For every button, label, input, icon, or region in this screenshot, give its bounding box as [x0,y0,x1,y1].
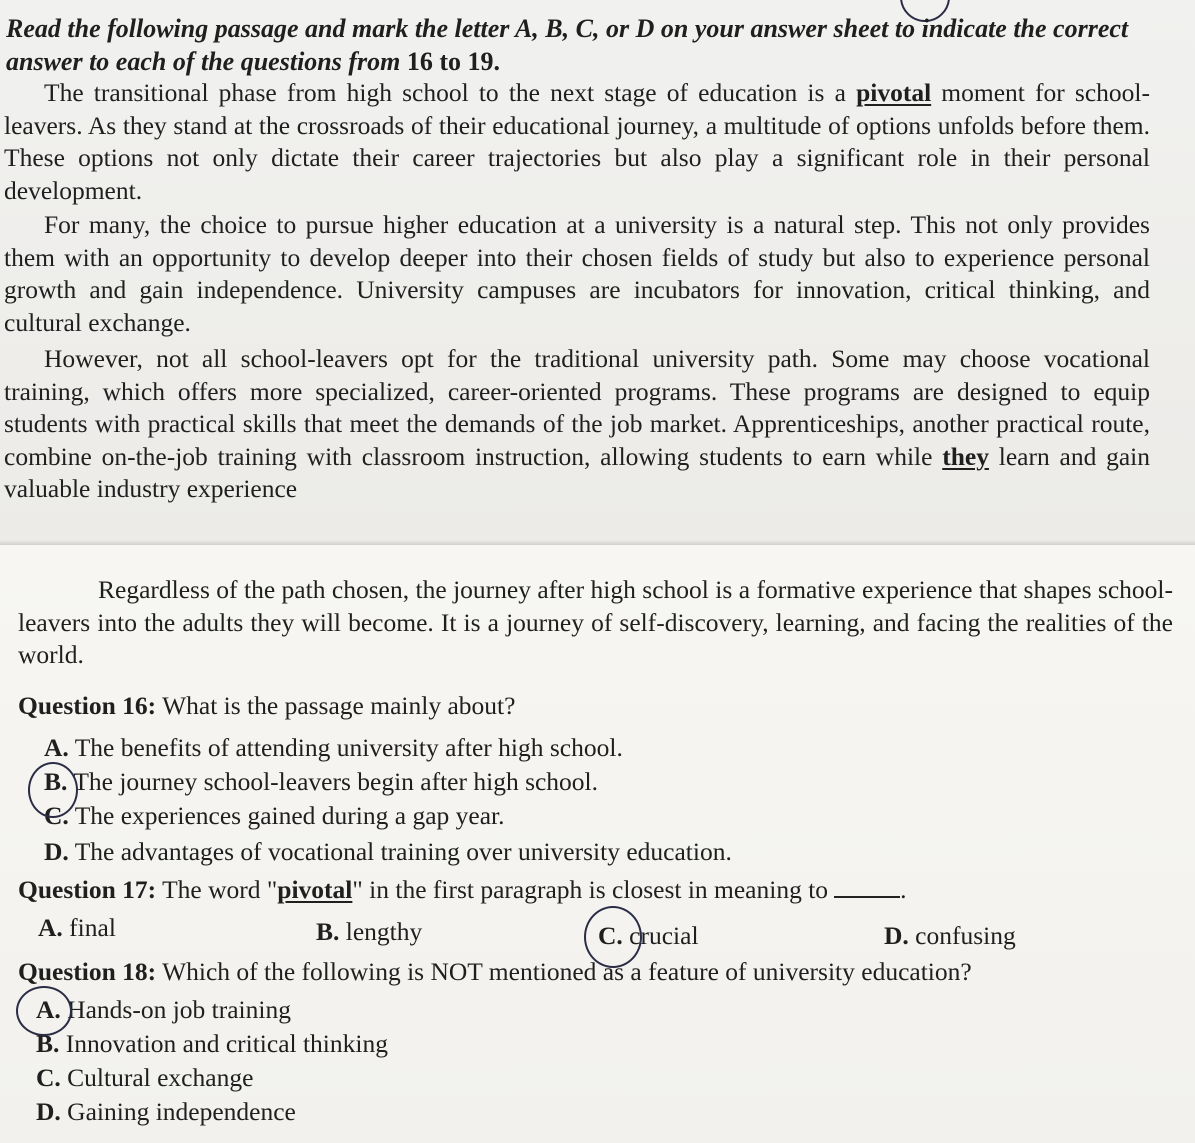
instructions [6,12,1166,78]
paragraph-3-end: learn and gain valuable industry experience [4,441,1150,503]
question-17-label: Question 17: [18,875,157,904]
paragraph-1-start: The transitional phase from high school to the next stage of education is a [44,78,857,107]
option-letter: B. [316,917,340,946]
option-letter: C. [44,801,69,830]
keyword-they: they [942,441,989,471]
question-16 [18,690,515,722]
paragraph-1-end: moment for school-leavers. As they stand at the crossroads of their educational journey, a multitude of options unfolds before them. These options not only dictate their career trajectories but also play a significant role in their personal development. [4,78,1150,205]
q17-option-d[interactable] [884,920,1016,952]
option-letter: D. [36,1097,61,1126]
paragraph-2 [4,209,1150,339]
q16-option-d[interactable] [44,836,732,868]
paragraph-3-start: However, not all school-leavers opt for the traditional university path. Some may choose vocational training, which offers more specialized, career-oriented programs. These programs are designed to equip students with practical skills that meet the demands of the job market. Apprenticeships, another practical route, combine on-the-job training with classroom instruction, allowing students to earn while [4,344,1150,471]
q18-option-b[interactable] [36,1028,388,1060]
option-text: The experiences gained during a gap year. [74,801,505,830]
question-17-keyword: pivotal [277,875,353,904]
question-18-label: Question 18: [18,957,157,986]
option-text: Gaining independence [67,1097,296,1126]
question-18-text: Which of the following is NOT mentioned as a feature of university education? [162,957,972,986]
question-16-label: Question 16: [18,691,157,720]
paragraph-3 [4,343,1150,506]
question-17-text-start: The word " [162,875,278,904]
option-text: Cultural exchange [67,1063,254,1092]
option-text: Innovation and critical thinking [65,1029,388,1058]
instruction-text: Read the following passage and mark the letter A, B, C, or D on your answer sheet to indicate the correct answer to each of the questions from [6,14,1129,76]
question-17: Question 17: The word "pivotal" in the first paragraph is closest in meaning to . [18,875,907,904]
option-letter: A. [38,913,63,942]
option-letter: B. [44,767,68,796]
question-16-text: What is the passage mainly about? [162,691,516,720]
q16-option-c[interactable] [44,800,504,832]
upper-page-section [0,0,1195,545]
option-text: lengthy [345,917,423,946]
question-18 [18,956,972,988]
option-text: The journey school-leavers begin after high school. [73,767,599,796]
option-letter: A. [36,995,61,1024]
option-letter: B. [36,1029,60,1058]
option-text: crucial [629,921,699,950]
option-letter: C. [36,1063,61,1092]
option-text: The advantages of vocational training over university education. [74,837,732,866]
question-17-text-end: " in the first paragraph is closest in meaning to [352,875,829,904]
q16-option-a[interactable] [44,732,623,764]
paragraph-2-text: For many, the choice to pursue higher education at a university is a natural step. This not only provides them with an opportunity to develop deeper into their chosen fields of study but also to experience personal growth and gain independence. University campuses are incubators for innovation, critical thinking, and cultural exchange. [4,210,1150,337]
keyword-pivotal: pivotal [856,78,932,107]
answer-blank [834,876,900,898]
option-text: The benefits of attending university after high school. [74,733,623,762]
option-letter: D. [884,921,909,950]
option-text: confusing [915,921,1016,950]
paragraph-1 [4,77,1150,207]
q17-option-c[interactable] [598,920,699,952]
q18-option-d[interactable] [36,1096,296,1128]
option-text: final [69,913,116,942]
q18-option-c[interactable] [36,1062,253,1094]
paragraph-4 [18,574,1173,672]
option-text: Hands-on job training [67,995,291,1024]
q18-option-a[interactable] [36,994,291,1026]
option-letter: C. [598,921,623,950]
q17-option-a[interactable] [38,912,116,944]
q17-option-b[interactable] [316,916,422,948]
paragraph-4-text: Regardless of the path chosen, the journey after high school is a formative experience that shapes school-leavers into the adults they will become. It is a journey of self-discovery, learning, and facing the realities of the world. [18,575,1173,669]
option-letter: A. [44,733,69,762]
option-letter: D. [44,837,69,866]
question-range: 16 to 19. [406,47,501,76]
q16-option-b[interactable] [44,766,598,798]
